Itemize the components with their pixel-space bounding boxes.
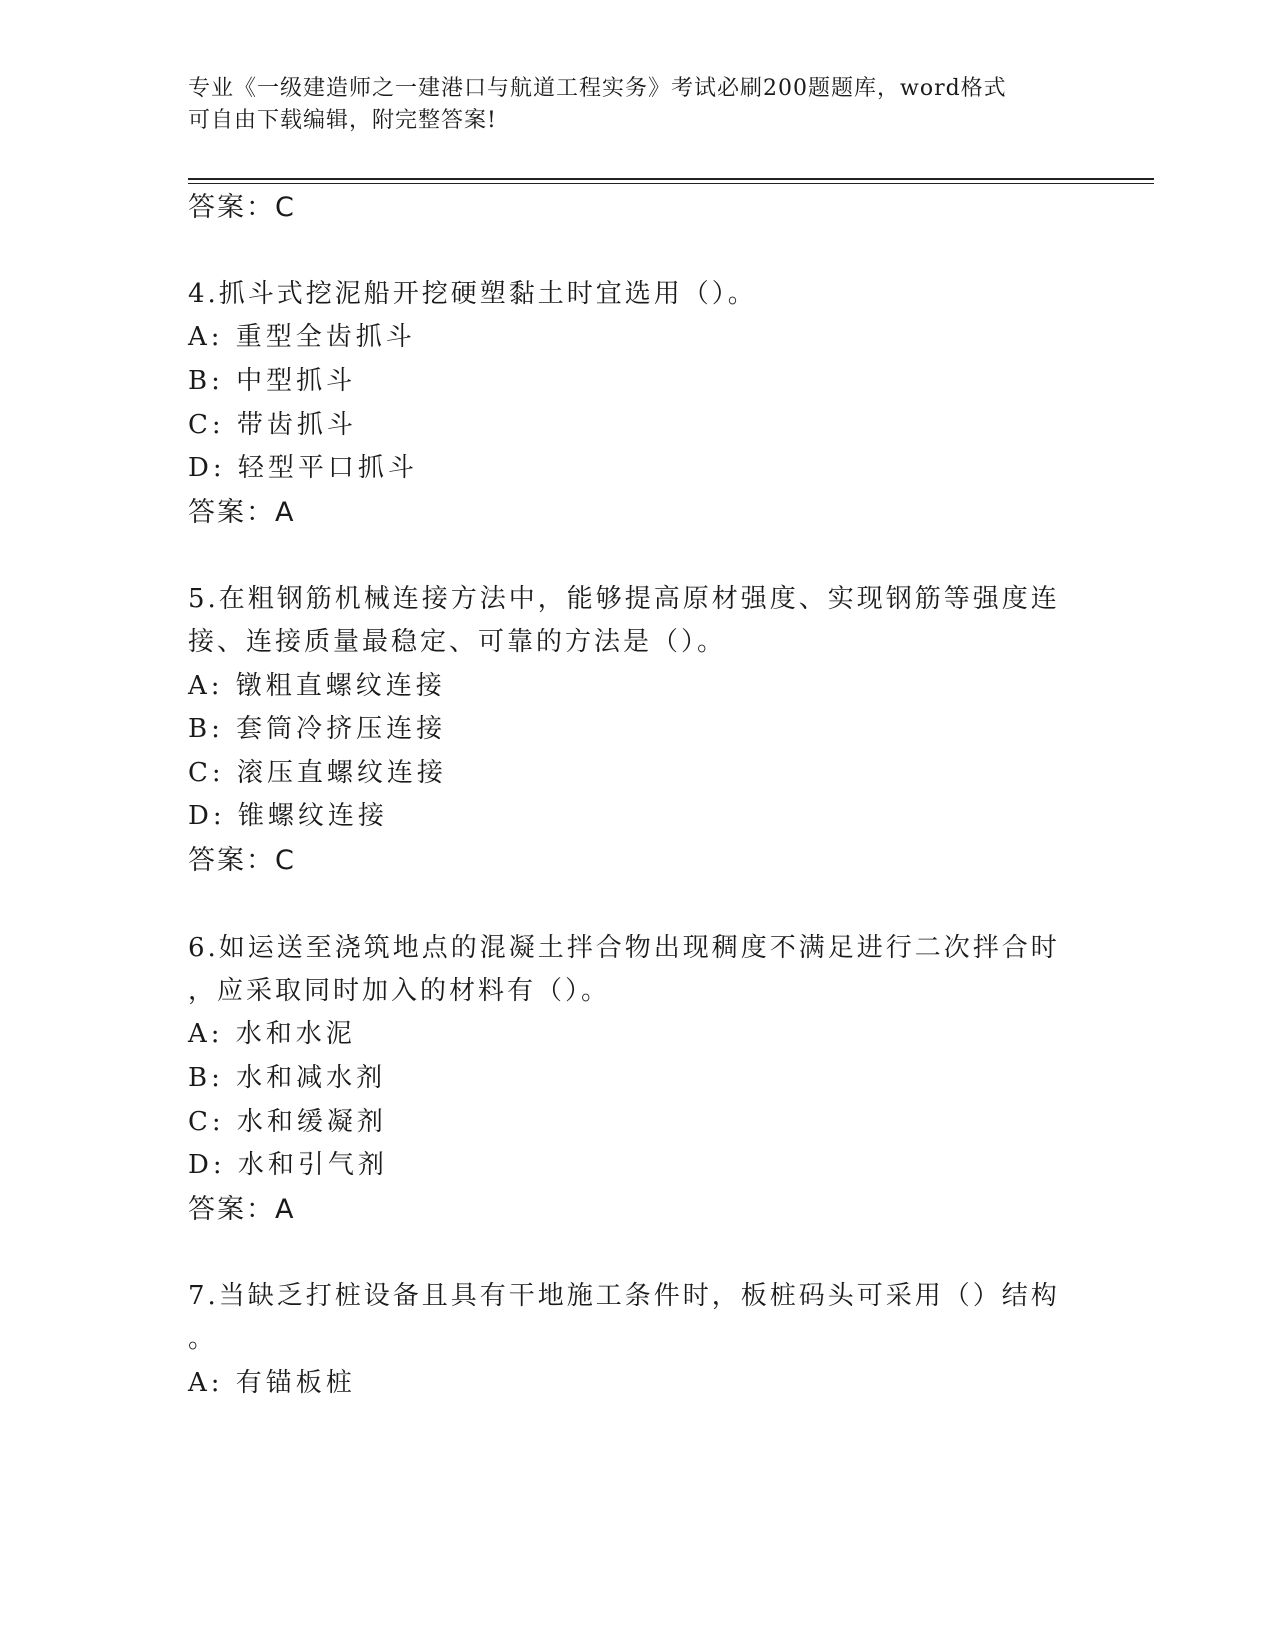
question-7-text-line-2: 。: [188, 1324, 218, 1354]
question-4-option-a: A: 重型全齿抓斗: [188, 322, 416, 352]
question-5-option-a: A: 镦粗直螺纹连接: [188, 671, 446, 701]
document-header: [188, 73, 1088, 137]
header-line-2: 可自由下载编辑，附完整答案!: [188, 108, 497, 133]
question-4-answer: 答案：A: [188, 497, 296, 528]
question-6-text-line-2: ，应采取同时加入的材料有（）。: [188, 976, 611, 1006]
question-5-text-line-1: 5.在粗钢筋机械连接方法中，能够提高原材强度、实现钢筋等强度连: [188, 584, 1060, 614]
question-5-option-c: C: 滚压直螺纹连接: [188, 758, 447, 788]
question-4-option-c: C: 带齿抓斗: [188, 410, 357, 440]
answer-line: 答案：C: [188, 192, 296, 223]
question-5-answer: 答案：C: [188, 845, 296, 876]
question-5-option-d: D: 锥螺纹连接: [188, 801, 388, 831]
question-4-text: 4.抓斗式挖泥船开挖硬塑黏土时宜选用（）。: [188, 279, 757, 309]
header-divider: [188, 178, 1154, 184]
question-6-text-line-1: 6.如运送至浇筑地点的混凝土拌合物出现稠度不满足进行二次拌合时: [188, 933, 1060, 963]
question-6-option-c: C: 水和缓凝剂: [188, 1107, 387, 1137]
question-5-text-line-2: 接、连接质量最稳定、可靠的方法是（）。: [188, 627, 727, 657]
question-7-option-a: A: 有锚板桩: [188, 1368, 356, 1398]
question-4-option-b: B: 中型抓斗: [188, 366, 357, 396]
question-4-option-d: D: 轻型平口抓斗: [188, 453, 418, 483]
question-6-option-a: A: 水和水泥: [188, 1019, 356, 1049]
question-5-option-b: B: 套筒冷挤压连接: [188, 714, 447, 744]
header-line-1: 专业《一级建造师之一建港口与航道工程实务》考试必刷200题题库，word格式: [188, 76, 1007, 101]
question-7-text-line-1: 7.当缺乏打桩设备且具有干地施工条件时，板桩码头可采用（）结构: [188, 1281, 1060, 1311]
question-6-option-d: D: 水和引气剂: [188, 1150, 388, 1180]
question-6-option-b: B: 水和减水剂: [188, 1063, 387, 1093]
question-6-answer: 答案：A: [188, 1194, 296, 1225]
